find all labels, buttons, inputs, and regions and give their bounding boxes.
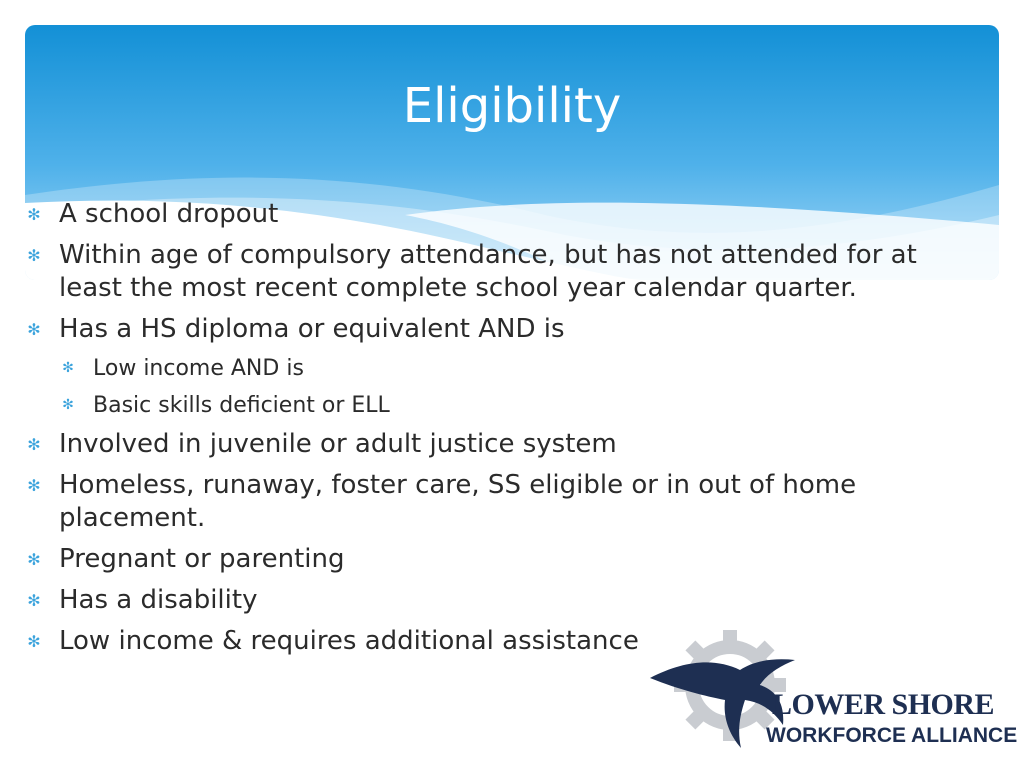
asterisk-bullet-icon: ✻ <box>62 360 74 376</box>
asterisk-bullet-icon: ✻ <box>27 435 41 454</box>
list-item-text: Has a disability <box>59 585 258 615</box>
asterisk-bullet-icon: ✻ <box>27 246 41 265</box>
list-item <box>25 584 945 617</box>
list-item-text: Within age of compulsory attendance, but has not attended for at least the most recent complete school year calendar quarter. <box>59 240 917 303</box>
asterisk-bullet-icon: ✻ <box>27 320 41 339</box>
asterisk-bullet-icon: ✻ <box>27 632 41 651</box>
asterisk-bullet-icon: ✻ <box>27 550 41 569</box>
list-item-text: Low income & requires additional assistance <box>59 626 639 656</box>
list-item <box>25 428 945 461</box>
list-item <box>25 313 945 346</box>
sub-list-item <box>25 354 945 383</box>
list-item-text: Has a HS diploma or equivalent AND is <box>59 314 565 344</box>
list-item-text: A school dropout <box>59 199 279 229</box>
asterisk-bullet-icon: ✻ <box>27 591 41 610</box>
sub-list-item <box>25 391 945 420</box>
list-item <box>25 543 945 576</box>
list-item-text: Involved in juvenile or adult justice system <box>59 429 617 459</box>
list-item-text: Homeless, runaway, foster care, SS eligible or in out of home placement. <box>59 470 857 533</box>
logo-name-line2: WORKFORCE ALLIANCE <box>766 724 1018 747</box>
asterisk-bullet-icon: ✻ <box>27 476 41 495</box>
list-item-text: Low income AND is <box>93 356 304 381</box>
eligibility-list <box>25 198 945 666</box>
list-item <box>25 198 945 231</box>
list-item <box>25 239 945 305</box>
logo-name-line1: LOWER SHORE <box>772 688 995 721</box>
list-item-text: Basic skills deficient or ELL <box>93 393 390 418</box>
list-item <box>25 469 945 535</box>
slide-title: Eligibility <box>402 78 622 134</box>
asterisk-bullet-icon: ✻ <box>62 397 74 413</box>
asterisk-bullet-icon: ✻ <box>27 205 41 224</box>
list-item-text: Pregnant or parenting <box>59 544 345 574</box>
